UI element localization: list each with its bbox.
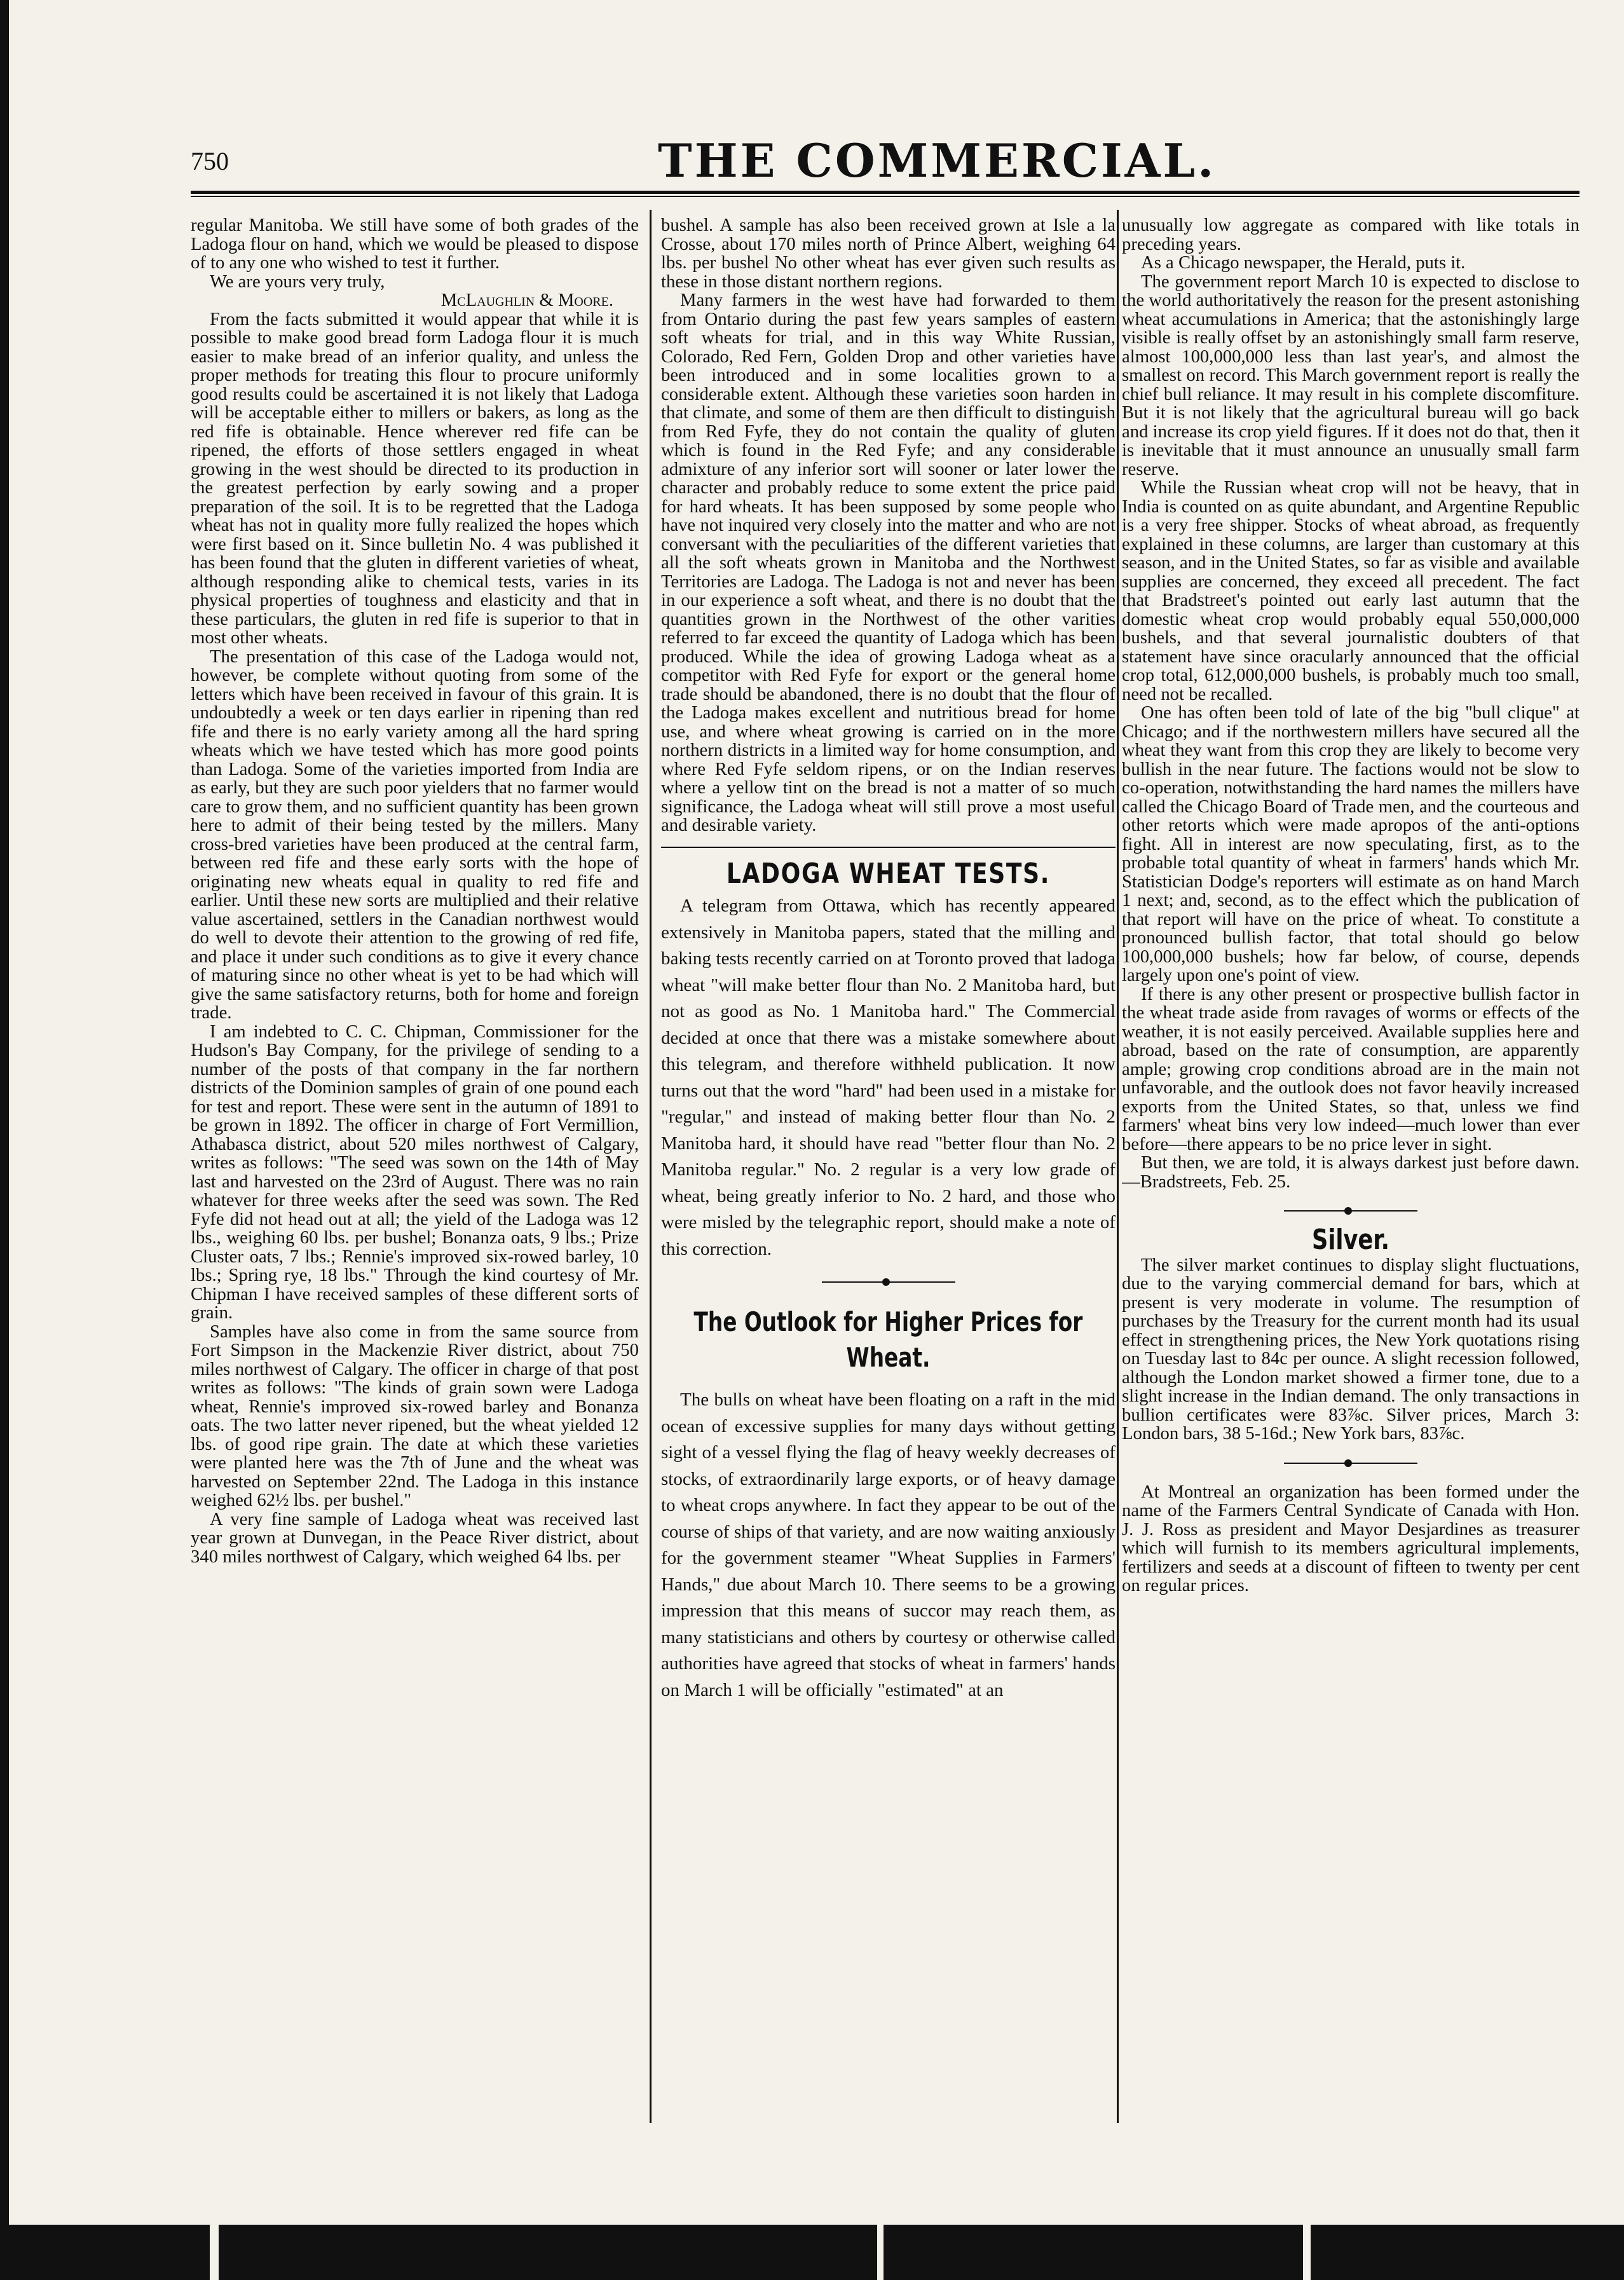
paragraph: The bulls on wheat have been floating on a raft in the mid ocean of excessive supplies for many days without getting sight of a vessel flying the flag of heavy weekly decreases of stocks, of extraordinarily large exports, or of heavy damage to wheat crops anywhere. In fact they appear to be out of the course of ships of that variety, and are now waiting anxiously for the government steamer "Wheat Supplies in Farmers' Hands," due about March 10. There seems to be a growing impression that this means of succor may reach them, as many statisticians and others by courtesy or otherwise called authorities have agreed that stocks of wheat in farmers' hands on March 1 will be officially "estimated" at an <box>661 1389 1116 1700</box>
page-header <box>191 127 1589 191</box>
paragraph: But then, we are told, it is always darkest just before dawn.—Bradstreets, Feb. 25. <box>1122 1152 1580 1192</box>
header-rule <box>191 191 1580 194</box>
paragraph: The government report March 10 is expected to disclose to the world authoritatively the reason for the present astonishing wheat accumulations in America; that the astonishingly large visible is really offset by an astonishingly small farm reserve, almost 100,000,000 less than last year's, and almost the smallest on record. This March government report is really the chief bull reliance. It may result in his complete discomfiture. But it is not likely that the agricultural bureau will go back and increase its crop yield figures. If it does not do that, then it is inevitable that it must announce an unusually small farm reserve. <box>1122 271 1580 479</box>
scan-gap <box>877 2225 884 2280</box>
paragraph: At Montreal an organization has been formed under the name of the Farmers Central Syndicate of Canada with Hon. J. J. Ross as president and Mayor Desjardines as treasurer which will furnish to its members agricultural implements, fertilizers and seeds at a discount of fifteen to twenty per cent on regular prices. <box>1122 1481 1580 1595</box>
ornament-divider <box>1284 1459 1417 1468</box>
paragraph: Samples have also come in from the same source from Fort Simpson in the Mackenzie River district, about 750 miles northwest of Calgary. The officer in charge of that post writes as follows: "The kinds of grain sown were Ladoga wheat, Rennie's improved six-rowed barley and Bonanza oats. The two latter never ripened, but the wheat yielded 12 lbs. of good ripe grain. The date at which these varieties were planted here was the 7th of June and the wheat was harvested on September 22nd. The Ladoga in this instance weighed 62½ lbs. per bushel." <box>191 1321 639 1510</box>
column-3 <box>1122 216 1580 2123</box>
scan-bottom-edge <box>0 2225 1624 2280</box>
paragraph: While the Russian wheat crop will not be heavy, that in India is counted on as quite abundant, and Argentine Republic is a very free shipper. Stocks of wheat abroad, as frequently explained in these columns, are larger than customary at this season, and in the United States, so far as visible and available supplies are concerned, they exceed all precedent. The fact that Bradstreet's pointed out early last autumn that the domestic wheat crop would probably equal 550,000,000 bushels, and that several journalistic doubters of that statement have since oracularly announced that the official crop total, 612,000,000 bushels, is probably much too small, need not be recalled. <box>1122 477 1580 704</box>
paragraph: A very fine sample of Ladoga wheat was received last year grown at Dunvegan, in the Peace River district, about 340 miles northwest of Calgary, which weighed 64 lbs. per <box>191 1508 639 1567</box>
scan-gap <box>1303 2225 1311 2280</box>
column-divider-1 <box>650 210 652 2123</box>
paragraph: unusually low aggregate as compared with like totals in preceding years. <box>1122 216 1580 254</box>
ornament-divider <box>822 1278 955 1287</box>
paragraph: We are yours very truly, <box>210 271 385 292</box>
heading-ladoga-wheat-tests: LADOGA WHEAT TESTS. <box>726 857 1051 890</box>
scan-gap <box>210 2225 219 2280</box>
paragraph: If there is any other present or prospective bullish factor in the wheat trade aside from ravages of worms or effects of the weather, it is not easily perceived. Available supplies here and abroad, based on the rate of consumption, are apparently ample; growing crop conditions abroad are in the main not unfavorable, and the outlook does not favor heavily increased exports from the United States, so that, unless we find farmers' wheat bins very low indeed—much lower than ever before—there appears to be no price lever in sight. <box>1122 983 1580 1154</box>
paragraph: bushel. A sample has also been received grown at Isle a la Crosse, about 170 miles north of Prince Albert, weighing 64 lbs. per bushel No other wheat has ever given such results as these in those distant northern regions. <box>661 216 1116 292</box>
paragraph: The silver market continues to display slight fluctuations, due to the varying commercial demand for bars, which at present is very moderate in volume. The resumption of purchases by the Treasury for the current month had its usual effect in strengthening prices, the New York quotations rising on Tuesday last to 84c per ounce. A slight recession followed, although the London market showed a firmer tone, due to a slight increase in the Indian demand. The only transactions in bullion certificates were 83⅞c. Silver prices, March 3: London bars, 38 5-16d.; New York bars, 83⅞c. <box>1122 1254 1580 1444</box>
page-number: 750 <box>191 147 229 175</box>
column-divider-2 <box>1117 210 1119 2123</box>
column-2 <box>661 216 1116 2123</box>
ornament-divider <box>1284 1206 1417 1215</box>
scan-edge <box>0 0 9 2280</box>
paragraph: From the facts submitted it would appear that while it is possible to make good bread form Ladoga flour it is much easier to make bread of an inferior quality, and unless the proper methods for treating this flour to procure uniformly good results could be ascertained it is not likely that Ladoga will be acceptable either to millers or bakers, as long as the red fife is obtainable. Hence wherever red fife can be ripened, the efforts of those settlers engaged in wheat growing in the west should be directed to its production in the greatest perfection by early sowing and a proper preparation of the soil. It is to be regretted that the Ladoga wheat has not in quality more fully realized the hopes which were first based on it. Since bulletin No. 4 was published it has been found that the gluten in different varieties of wheat, although responding alike to chemical tests, varies in its physical properties of toughness and elasticity and that in these particulars, the gluten in red fife is superior to that in most other wheats. <box>191 308 639 648</box>
paragraph: As a Chicago newspaper, the Herald, puts it. <box>1141 252 1466 273</box>
heading-silver: Silver. <box>1311 1224 1390 1256</box>
paragraph: The presentation of this case of the Ladoga would not, however, be complete without quoting from some of the letters which have been received in favour of this grain. It is undoubtedly a week or ten days earlier in ripening than red fife and there is no early variety among all the hard spring wheats which we have tested which has more good points than Ladoga. Some of the varieties imported from India are as early, but they are such poor yielders that no farmer would care to grow them, and no sufficient quantity has been grown here to admit of their being tested by the millers. Many cross-bred varieties have been produced at the central farm, between red fife and these early sorts with the hope of originating new wheats equal in quality to red fife and earlier. Until these new sorts are multiplied and their relative value ascertained, settlers in the Canadian northwest would do well to devote their attention to the growing of red fife, and place it under such conditions as to give it every chance of maturing since no other wheat is yet to be had which will give the same satisfactory returns, both for home and foreign trade. <box>191 646 639 1023</box>
paragraph: I am indebted to C. C. Chipman, Commissioner for the Hudson's Bay Company, for the privilege of sending to a number of the posts of that company in the far northern districts of the Dominion samples of grain of one pound each for test and report. These were sent in the autumn of 1891 to be grown in 1892. The officer in charge of Fort Vermillion, Athabasca district, about 520 miles northwest of Calgary, writes as follows: "The seed was sown on the 14th of May last and harvested on the 23rd of August. There was no rain whatever for three weeks after the seed was sown. The Red Fyfe did not head out at all; the yield of the Ladoga was 12 lbs., weighing 60 lbs. per bushel; Bonanza oats, 9 lbs.; Prize Cluster oats, 7 lbs.; Rennie's improved six-rowed barley, 10 lbs.; Spring rye, 18 lbs." Through the kind courtesy of Mr. Chipman I have received samples of these different sorts of grain. <box>191 1021 639 1323</box>
paragraph: One has often been told of late of the big "bull clique" at Chicago; and if the northwestern millers have secured all the wheat they want from this crop they are likely to become very bullish in the near future. The factions would not be slow to co-operation, notwithstanding the hard names the millers have called the Chicago Board of Trade men, and the courteous and other retorts which were made apropos of the anti-options fight. All in interest are now speculating, first, as to the probable total quantity of wheat in farmers' hands which Mr. Statistician Dodge's reporters will estimate as on hand March 1 next; and, second, as to the effect which the publication of that report will have on the price of wheat. To constitute a pronounced bullish factor, that total should go below 100,000,000 bushels; how far below, of course, depends largely upon one's point of view. <box>1122 702 1580 985</box>
masthead-title: THE COMMERCIAL. <box>658 133 1217 188</box>
paragraph: A telegram from Ottawa, which has recently appeared extensively in Manitoba papers, stated that the milling and baking tests recently carried on at Toronto proved that ladoga wheat "will make better flour than No. 2 Manitoba hard, but not as good as No. 1 Manitoba hard." The Commercial decided at once that there was a mistake somewhere about this telegram, and therefore withheld publication. It now turns out that the word "hard" had been used in a mistake for "regular," and instead of making better flour than No. 2 Manitoba hard, it should have read "better flour than No. 2 Manitoba regular." No. 2 regular is a very low grade of wheat, being greatly inferior to No. 2 hard, and those who were misled by the telegraphic report, should make a note of this correction. <box>661 896 1116 1259</box>
heading-outlook-wheat-prices: The Outlook for Higher Prices for Wheat. <box>693 1306 1083 1373</box>
header-rule-thin <box>191 196 1580 197</box>
paragraph: Many farmers in the west have had forwarded to them from Ontario during the past few years samples of eastern soft wheats for trial, and in this way White Russian, Colorado, Red Fern, Golden Drop and other varieties have been introduced and in some localities grown to a considerable extent. Although these varieties soon harden in that climate, and some of them are then difficult to distinguish from Red Fyfe, they do not contain the quality of gluten which is found in the Red Fyfe; and any considerable admixture of any inferior sort will sooner or later lower the character and probably reduce to some extent the price paid for hard wheats. It has been supposed by some people who have not inquired very closely into the matter and who are not conversant with the peculiarities of the different varieties that all the soft wheats grown in Manitoba and the Northwest Territories are Ladoga. The Ladoga is not and never has been in our experience a soft wheat, and there is no doubt that the quantities grown in the Northwest of the other varities referred to far exceed the quantity of Ladoga which has been produced. While the idea of growing Ladoga wheat as a competitor with Red Fyfe for export or the general home trade should be abandoned, there is no doubt that the flour of the Ladoga makes excellent and nutritious bread for home use, and where wheat growing is carried on in the more northern districts in a limited way for home consumption, and where Red Fyfe seldom ripens, or on the Indian reserves where a yellow tint on the bread is not a matter of so much significance, the Ladoga wheat will still prove a most useful and desirable variety. <box>661 290 1116 835</box>
column-1 <box>191 216 639 2123</box>
paragraph: regular Manitoba. We still have some of both grades of the Ladoga flour on hand, which we would be pleased to dispose of to any one who wished to test it further. <box>191 216 639 273</box>
section-rule <box>661 847 1116 848</box>
letter-signature: McLaughlin & Moore. <box>440 290 613 310</box>
